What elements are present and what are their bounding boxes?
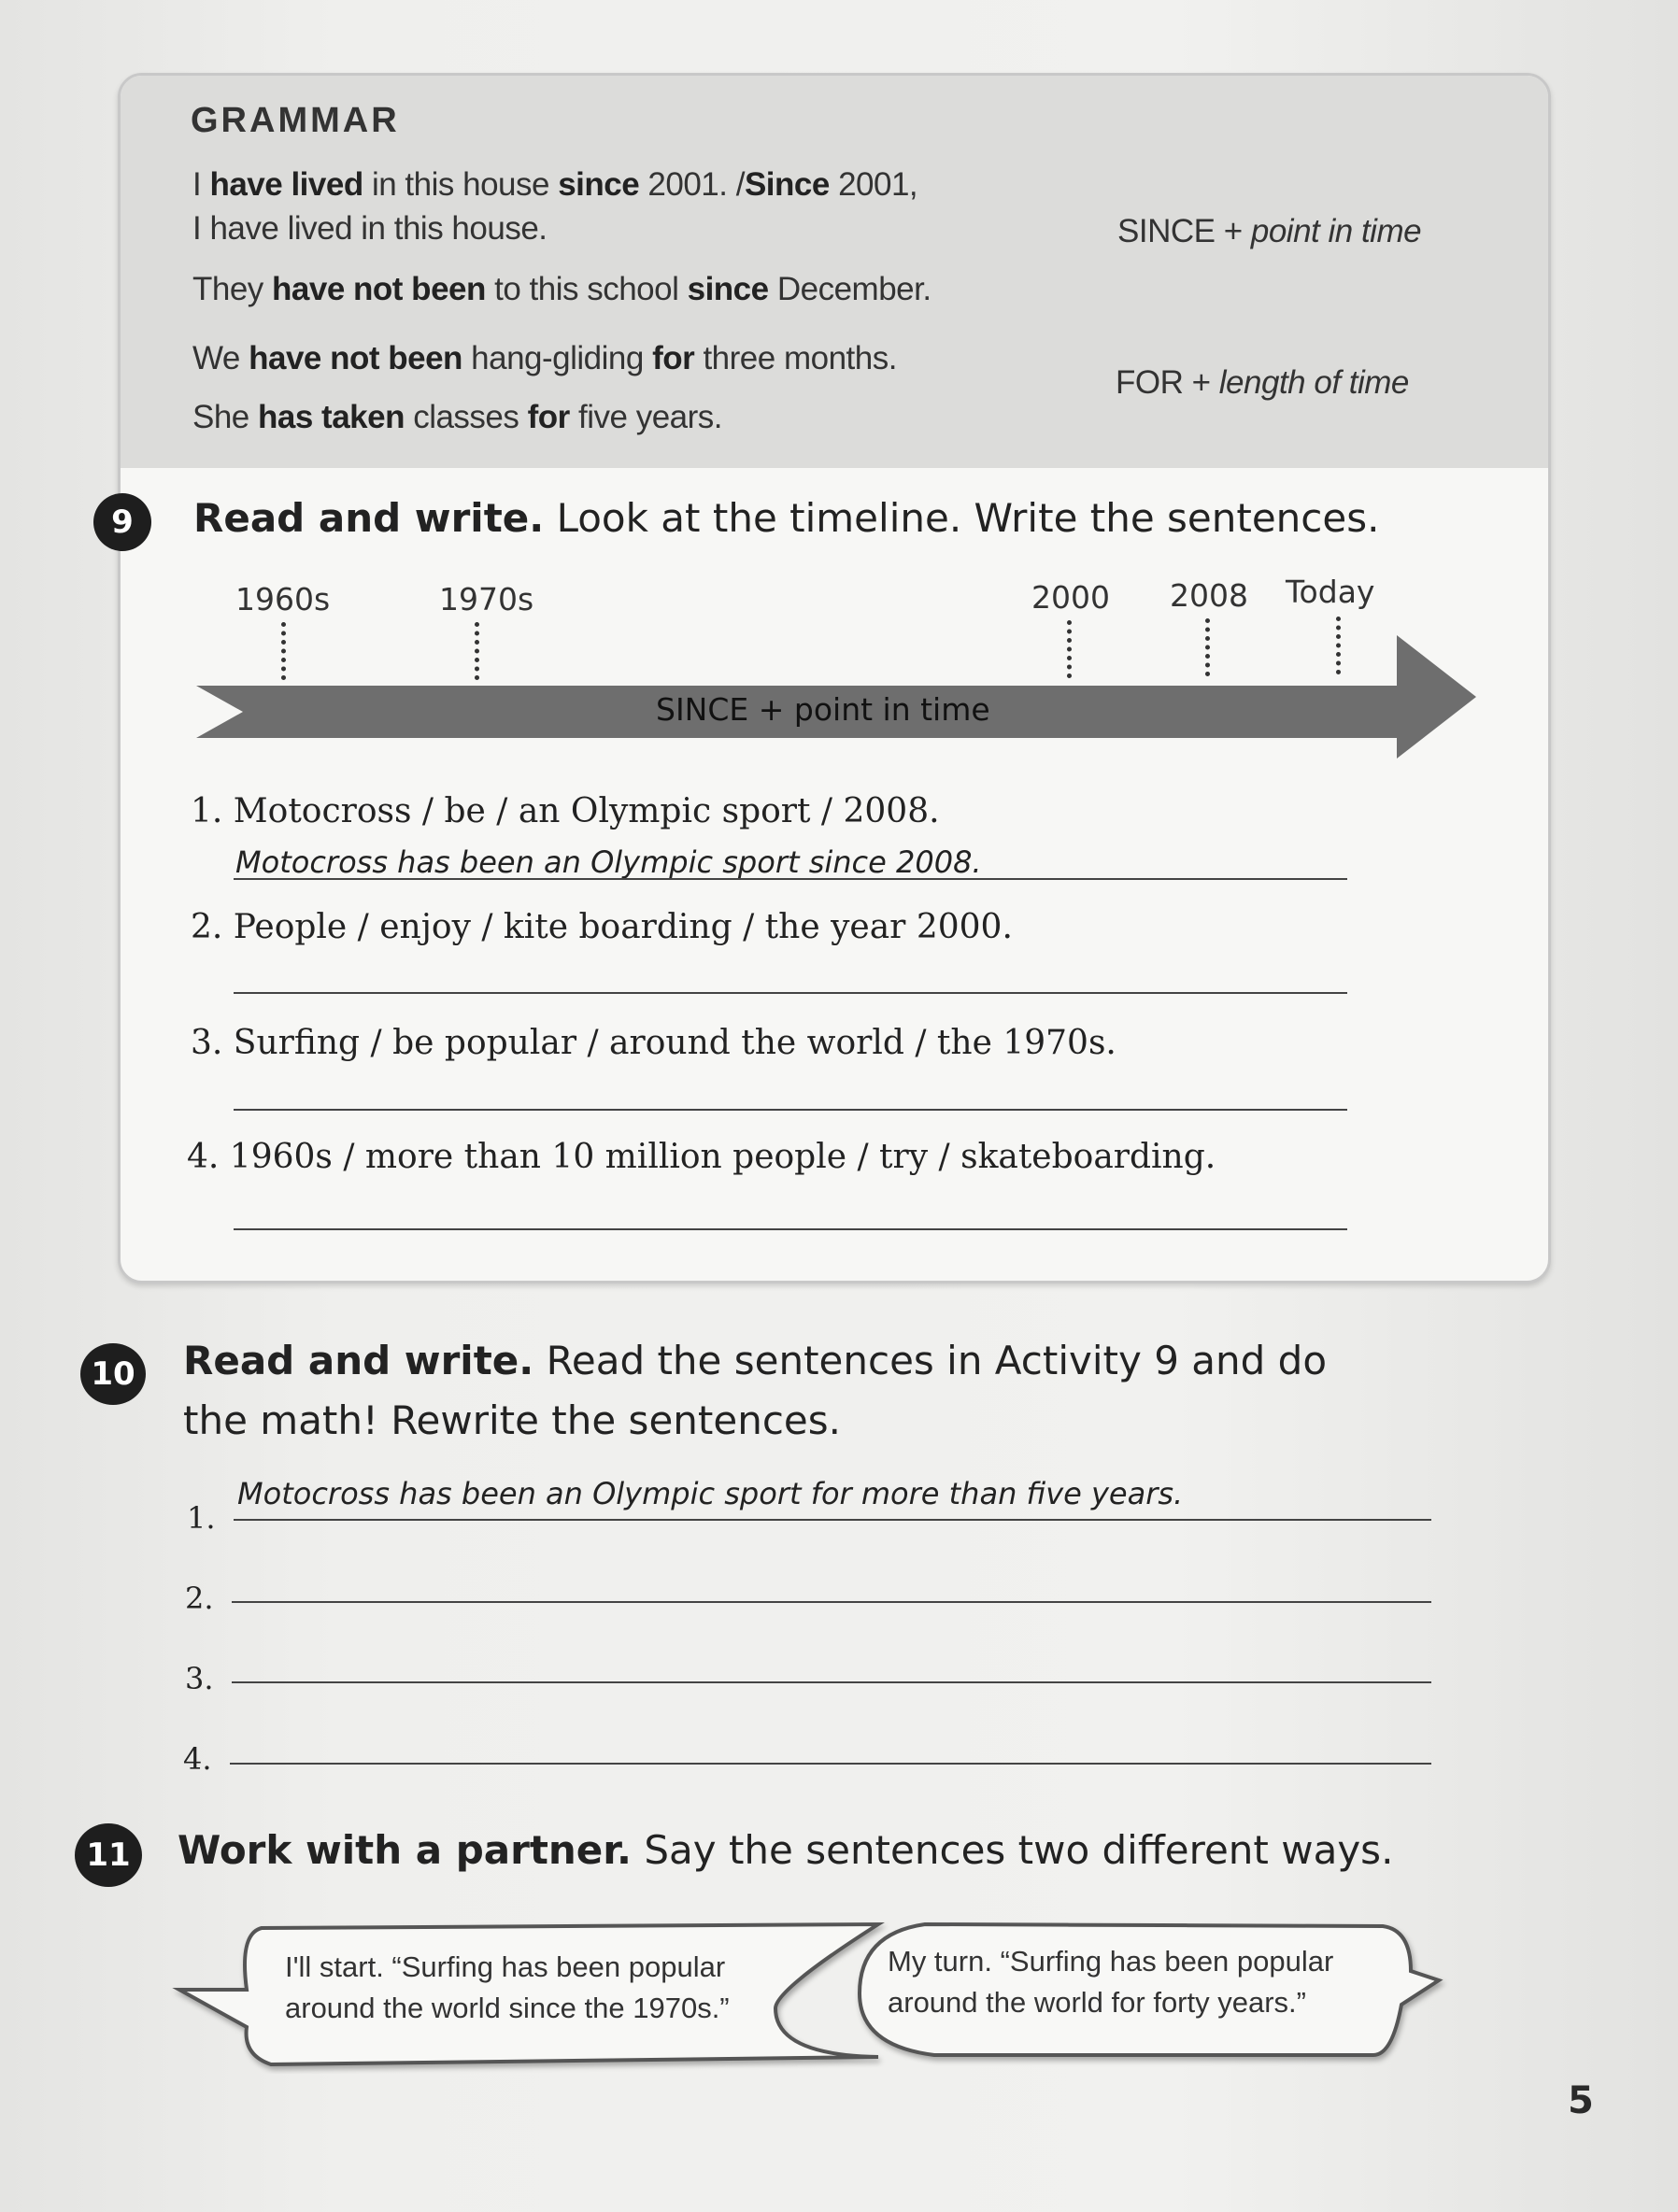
activity-10-heading: Read and write. Read the sentences in Activity 9 and do (183, 1338, 1328, 1383)
a10-item-3-line[interactable] (232, 1681, 1431, 1683)
a9-item-4-prompt: 4. 1960s / more than 10 million people / try / skateboarding. (187, 1138, 1216, 1176)
a9-item-3-prompt: 3. Surfing / be popular / around the world / the 1970s. (191, 1024, 1116, 1062)
grammar-line-5: She has taken classes for five years. (192, 399, 723, 435)
a9-item-3-line[interactable] (234, 1109, 1347, 1111)
timeline-label-2000: 2000 (1031, 579, 1110, 616)
grammar-line-4: We have not been hang-gliding for three months. (192, 340, 897, 376)
a9-item-2-line[interactable] (234, 992, 1347, 994)
for-rule: FOR + length of time (1116, 364, 1409, 401)
activity-11-number: 11 (75, 1823, 142, 1887)
speech-bubble-1: I'll start. “Surfing has been popular around the world since the 1970s.” (285, 1950, 730, 2024)
a10-item-3-number: 3. (185, 1661, 214, 1696)
speech-bubble-2: My turn. “Surfing has been popular around the world for forty years.” (888, 1945, 1334, 2019)
a10-item-1-line[interactable] (234, 1519, 1431, 1521)
grammar-title: GRAMMAR (191, 101, 400, 140)
timeline-label-today: Today (1286, 574, 1375, 610)
grammar-line-2: I have lived in this house. (192, 210, 547, 247)
a10-item-1-number: 1. (187, 1500, 216, 1536)
a9-item-1-prompt: 1. Motocross / be / an Olympic sport / 2008. (191, 792, 940, 830)
a9-item-4-line[interactable] (234, 1228, 1347, 1230)
a10-item-2-number: 2. (185, 1581, 214, 1616)
a9-item-2-prompt: 2. People / enjoy / kite boarding / the year 2000. (191, 908, 1013, 946)
since-rule: SINCE + point in time (1117, 213, 1422, 249)
activity-10-heading-line-2: the math! Rewrite the sentences. (183, 1397, 841, 1443)
timeline-label-1960s: 1960s (235, 581, 331, 617)
grammar-line-1: I have lived in this house since 2001. /Since 2001, (192, 166, 918, 203)
a10-item-4-number: 4. (183, 1741, 212, 1777)
activity-9-number: 9 (93, 493, 151, 551)
activity-11-heading: Work with a partner. Say the sentences two different ways. (178, 1827, 1394, 1873)
page-number: 5 (1568, 2079, 1594, 2122)
activity-9-heading: Read and write. Look at the timeline. Write the sentences. (193, 495, 1380, 541)
a9-item-1-answer[interactable]: Motocross has been an Olympic sport since 2008. (235, 844, 982, 880)
timeline-label-2008: 2008 (1170, 577, 1248, 614)
a10-item-2-line[interactable] (232, 1601, 1431, 1603)
a9-item-1-line[interactable] (234, 878, 1347, 880)
timeline-arrow-label: SINCE + point in time (656, 691, 990, 728)
activity-10-number: 10 (80, 1343, 146, 1405)
timeline-label-1970s: 1970s (439, 581, 534, 617)
a10-item-1-answer[interactable]: Motocross has been an Olympic sport for more than five years. (237, 1476, 1184, 1511)
grammar-line-3: They have not been to this school since December. (192, 271, 931, 307)
a10-item-4-line[interactable] (230, 1763, 1431, 1765)
